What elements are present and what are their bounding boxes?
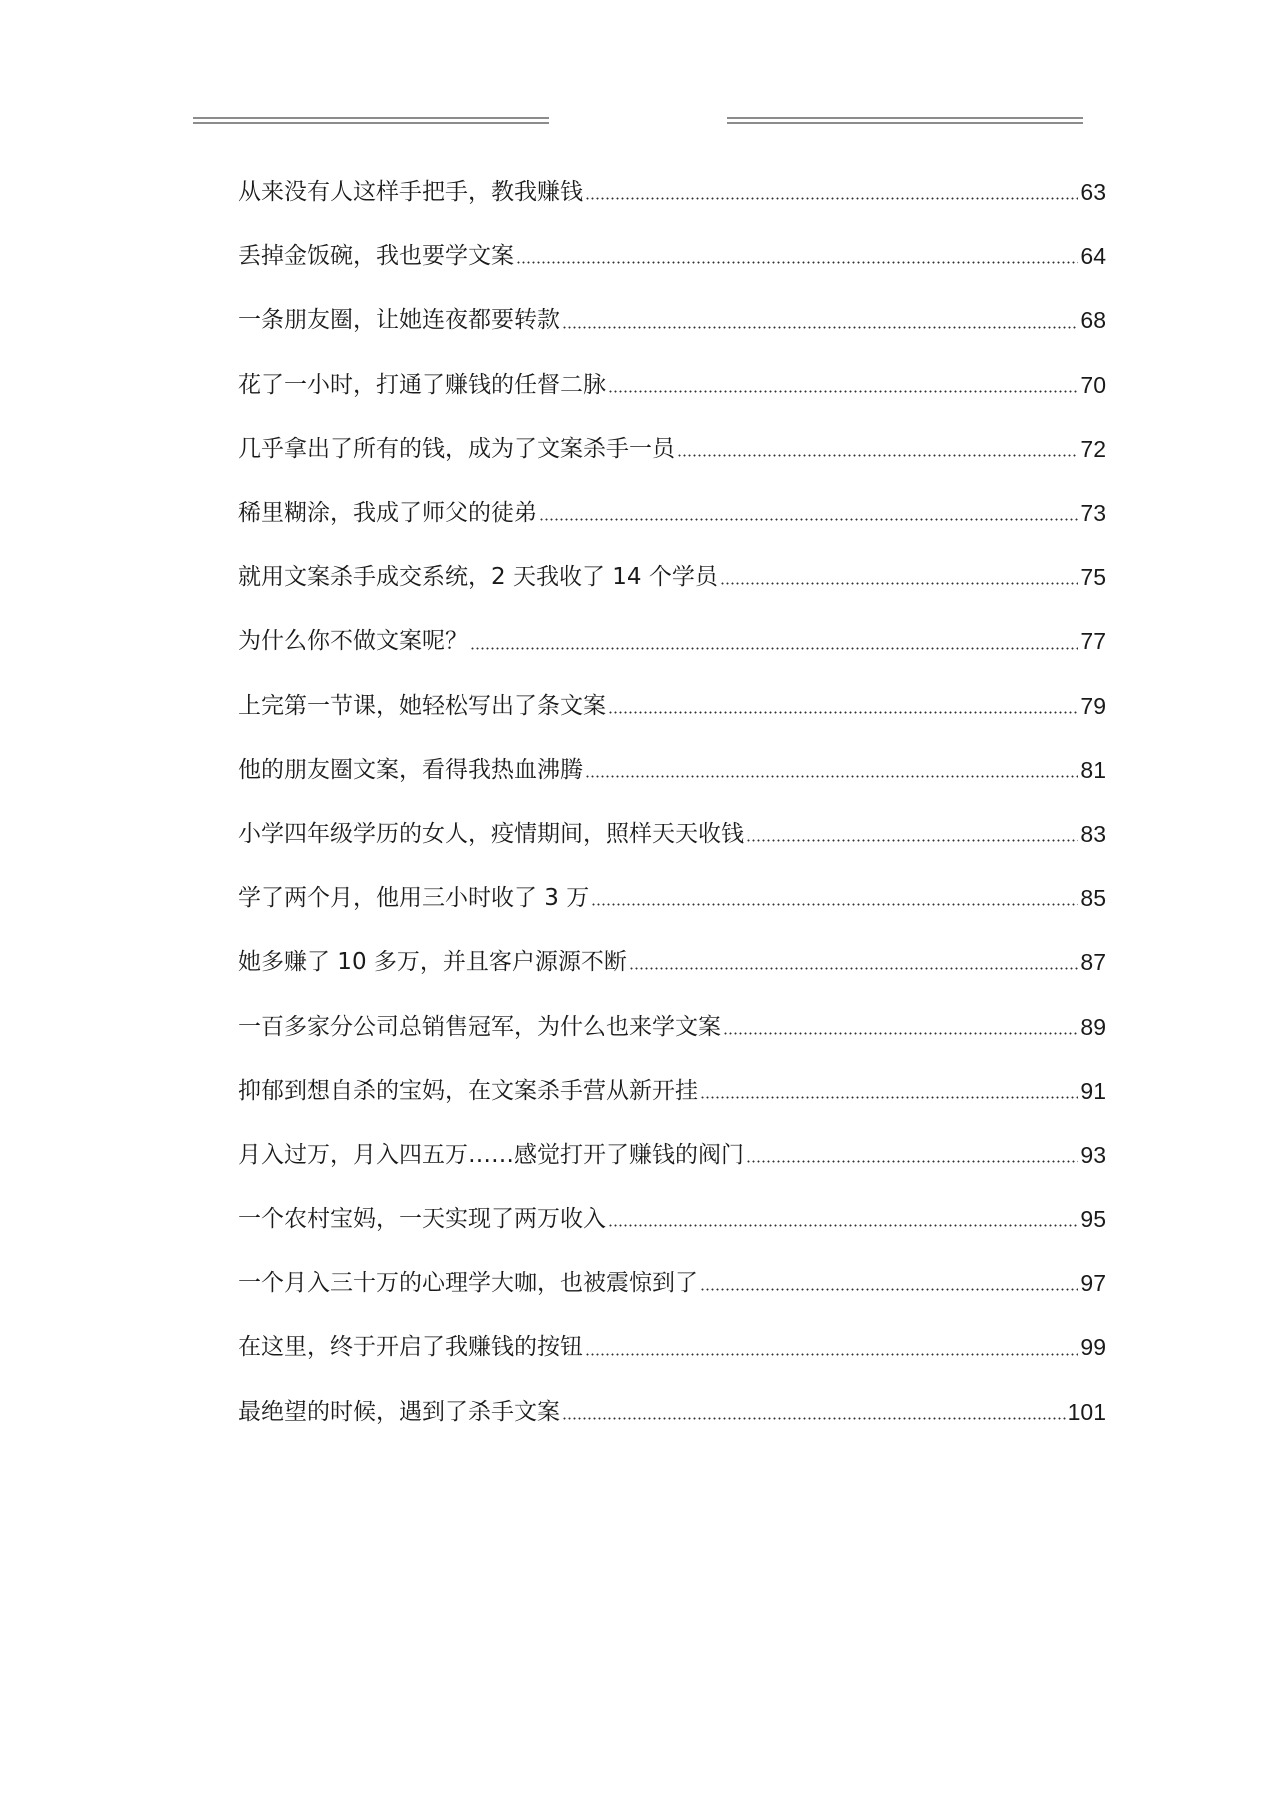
header-rule-left xyxy=(193,117,549,124)
toc-entry-title: 抑郁到想自杀的宝妈，在文案杀手营从新开挂 xyxy=(238,1077,698,1104)
toc-entry[interactable] xyxy=(238,288,1106,352)
toc-entry-title: 她多赚了 10 多万，并且客户源源不断 xyxy=(238,949,627,976)
toc-dot-leader xyxy=(677,454,1078,457)
toc-entry-title: 稀里糊涂，我成了师父的徒弟 xyxy=(238,500,537,527)
toc-entry-title: 从来没有人这样手把手，教我赚钱 xyxy=(238,179,583,206)
toc-entry[interactable] xyxy=(238,930,1106,994)
toc-dot-leader xyxy=(608,711,1078,714)
toc-dot-leader xyxy=(608,390,1078,393)
toc-entry-title: 为什么你不做文案呢？ xyxy=(238,628,468,655)
toc-dot-leader xyxy=(720,582,1079,585)
toc-entry-page: 75 xyxy=(1080,564,1106,591)
toc-entry-title: 上完第一节课，她轻松写出了条文案 xyxy=(238,692,606,719)
toc-entry-page: 95 xyxy=(1080,1206,1106,1233)
toc-entry-title: 学了两个月，他用三小时收了 3 万 xyxy=(238,885,590,912)
table-of-contents xyxy=(238,160,1106,1444)
toc-dot-leader xyxy=(746,839,1078,842)
toc-entry[interactable] xyxy=(238,674,1106,738)
toc-entry[interactable] xyxy=(238,1380,1106,1444)
toc-dot-leader xyxy=(608,1224,1078,1227)
toc-entry-title: 一条朋友圈，让她连夜都要转款 xyxy=(238,307,560,334)
toc-entry-page: 85 xyxy=(1080,885,1106,912)
toc-entry-page: 99 xyxy=(1080,1334,1106,1361)
toc-dot-leader xyxy=(539,518,1078,521)
toc-entry-page: 70 xyxy=(1080,371,1106,398)
toc-dot-leader xyxy=(700,1096,1078,1099)
toc-entry-page: 77 xyxy=(1080,628,1106,655)
toc-entry-page: 81 xyxy=(1080,756,1106,783)
toc-entry-page: 93 xyxy=(1080,1141,1106,1168)
toc-dot-leader xyxy=(723,1032,1078,1035)
toc-dot-leader xyxy=(746,1160,1078,1163)
toc-entry-title: 最绝望的时候，遇到了杀手文案 xyxy=(238,1398,560,1425)
toc-dot-leader xyxy=(585,197,1078,200)
toc-entry-title: 丢掉金饭碗，我也要学文案 xyxy=(238,243,514,270)
toc-entry-page: 79 xyxy=(1080,692,1106,719)
toc-entry-page: 101 xyxy=(1067,1398,1106,1425)
toc-entry-title: 他的朋友圈文案，看得我热血沸腾 xyxy=(238,756,583,783)
toc-dot-leader xyxy=(516,261,1078,264)
header-rule-right xyxy=(727,117,1083,124)
toc-entry-title: 在这里，终于开启了我赚钱的按钮 xyxy=(238,1334,583,1361)
toc-entry-page: 89 xyxy=(1080,1013,1106,1040)
toc-entry-title: 几乎拿出了所有的钱，成为了文案杀手一员 xyxy=(238,435,675,462)
toc-entry[interactable] xyxy=(238,417,1106,481)
toc-entry-page: 97 xyxy=(1080,1270,1106,1297)
toc-entry-title: 小学四年级学历的女人，疫情期间，照样天天收钱 xyxy=(238,820,744,847)
toc-entry-page: 68 xyxy=(1080,307,1106,334)
toc-entry-title: 就用文案杀手成交系统，2 天我收了 14 个学员 xyxy=(238,564,718,591)
toc-entry[interactable] xyxy=(238,609,1106,673)
toc-entry-title: 一百多家分公司总销售冠军，为什么也来学文案 xyxy=(238,1013,721,1040)
toc-dot-leader xyxy=(700,1288,1078,1291)
toc-dot-leader xyxy=(591,903,1078,906)
toc-dot-leader xyxy=(629,967,1079,970)
toc-entry-title: 月入过万，月入四五万……感觉打开了赚钱的阀门 xyxy=(238,1141,744,1168)
toc-entry-page: 83 xyxy=(1080,820,1106,847)
toc-entry-page: 72 xyxy=(1080,435,1106,462)
toc-dot-leader xyxy=(585,1353,1078,1356)
toc-entry[interactable] xyxy=(238,802,1106,866)
toc-entry[interactable] xyxy=(238,481,1106,545)
toc-entry[interactable] xyxy=(238,353,1106,417)
toc-entry[interactable] xyxy=(238,545,1106,609)
toc-entry[interactable] xyxy=(238,994,1106,1058)
toc-entry[interactable] xyxy=(238,1059,1106,1123)
toc-dot-leader xyxy=(562,1417,1066,1420)
toc-entry-page: 91 xyxy=(1080,1077,1106,1104)
toc-entry-title: 一个农村宝妈，一天实现了两万收入 xyxy=(238,1206,606,1233)
toc-entry[interactable] xyxy=(238,738,1106,802)
toc-dot-leader xyxy=(585,775,1078,778)
toc-entry-title: 花了一小时，打通了赚钱的任督二脉 xyxy=(238,371,606,398)
toc-entry[interactable] xyxy=(238,1187,1106,1251)
toc-entry[interactable] xyxy=(238,1315,1106,1379)
toc-entry-page: 64 xyxy=(1080,243,1106,270)
toc-entry[interactable] xyxy=(238,1251,1106,1315)
toc-entry-page: 63 xyxy=(1080,179,1106,206)
toc-dot-leader xyxy=(470,647,1078,650)
toc-entry[interactable] xyxy=(238,224,1106,288)
toc-entry-page: 87 xyxy=(1080,949,1106,976)
toc-entry-title: 一个月入三十万的心理学大咖，也被震惊到了 xyxy=(238,1270,698,1297)
toc-entry[interactable] xyxy=(238,866,1106,930)
toc-entry-page: 73 xyxy=(1080,500,1106,527)
toc-entry[interactable] xyxy=(238,160,1106,224)
toc-entry[interactable] xyxy=(238,1123,1106,1187)
toc-dot-leader xyxy=(562,326,1078,329)
